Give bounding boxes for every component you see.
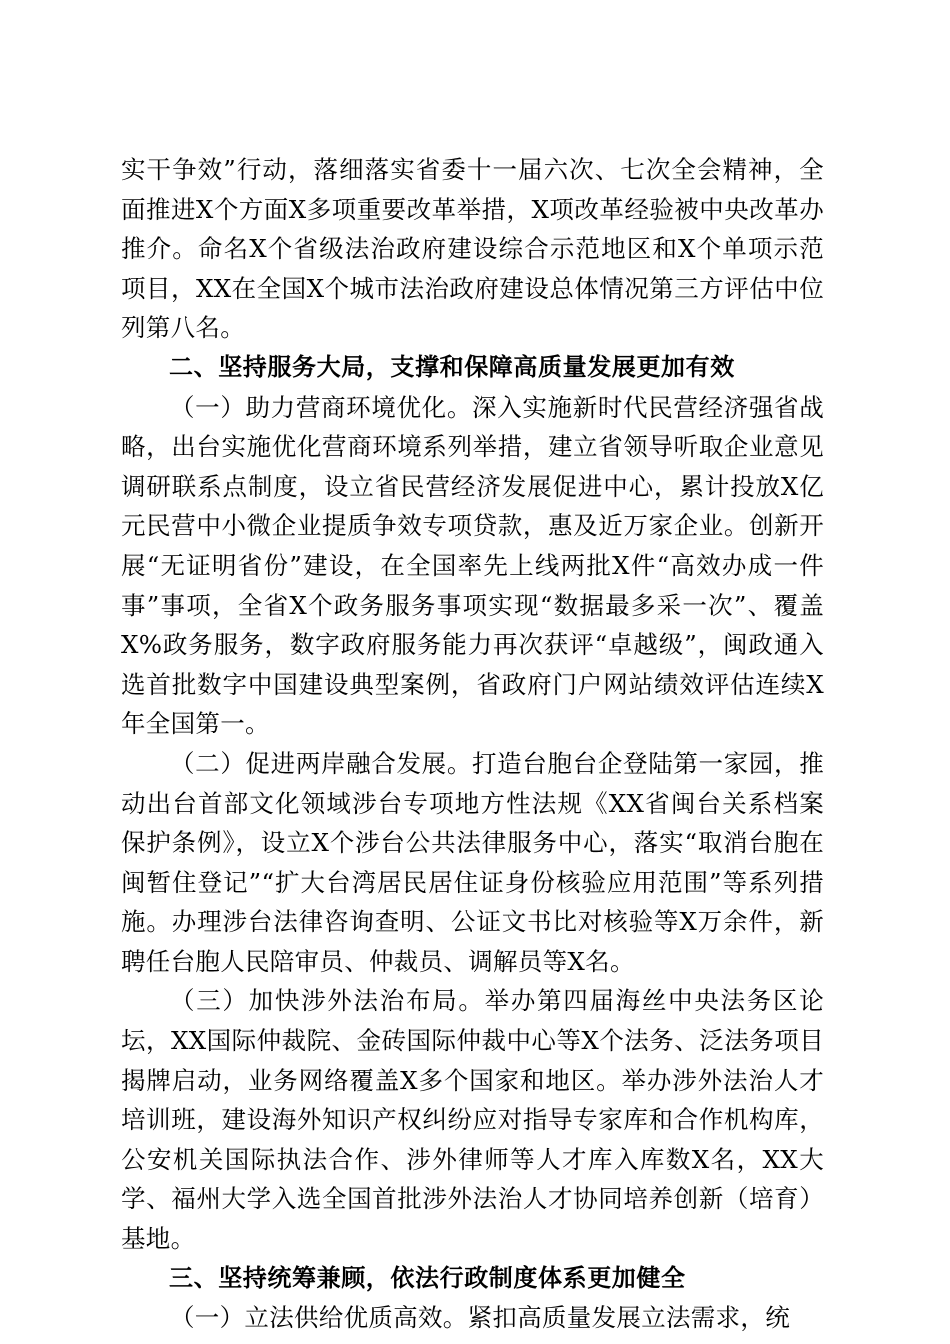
document-page [121, 150, 824, 1338]
paragraph-legislation: （一）立法供给优质高效。紧扣高质量发展立法需求，统 [170, 1303, 790, 1333]
paragraph-foreign-legal: （三）加快涉外法治布局。举办第四届海丝中央法务区论坛，XX国际仲裁院、金砖国际仲裁中心等X个法务、泛法务项目揭牌启动，业务网络覆盖X多个国家和地区。举办涉外法治人才培训班，建设海外知识产权纠纷应对指导专家库和合作机构库，公安机关国际执法合作、涉外律师等人才库入库数X名，XX大学、福州大学入选全国首批涉外法治人才协同培养创新（培育）基地。 [121, 986, 824, 1254]
paragraph-reform-results: 实干争效”行动，落细落实省委十一届六次、七次全会精神，全面推进X个方面X多项重要改革举措，X项改革经验被中央改革办推介。命名X个省级法治政府建设综合示范地区和X个单项示范项目，XX在全国X个城市法治政府建设总体情况第三方评估中位列第八名。 [121, 155, 824, 343]
section-heading-3: 三、坚持统筹兼顾，依法行政制度体系更加健全 [169, 1263, 686, 1292]
section-heading-2: 二、坚持服务大局，支撑和保障高质量发展更加有效 [169, 352, 735, 381]
paragraph-cross-strait: （二）促进两岸融合发展。打造台胞台企登陆第一家园，推动出台首部文化领域涉台专项地方性法规《XX省闽台关系档案保护条例》，设立X个涉台公共法律服务中心，落实“取消台胞在闽暂住登记”“扩大台湾居民居住证身份核验应用范围”等系列措施。办理涉台法律咨询查明、公证文书比对核验等X万余件，新聘任台胞人民陪审员、仲裁员、调解员等X名。 [121, 748, 824, 976]
paragraph-business-environment: （一）助力营商环境优化。深入实施新时代民营经济强省战略，出台实施优化营商环境系列举措，建立省领导听取企业意见调研联系点制度，设立省民营经济发展促进中心，累计投放X亿元民营中小微企业提质争效专项贷款，惠及近万家企业。创新开展“无证明省份”建设，在全国率先上线两批X件“高效办成一件事”事项，全省X个政务服务事项实现“数据最多采一次”、覆盖X%政务服务，数字政府服务能力再次获评“卓越级”，闽政通入选首批数字中国建设典型案例，省政府门户网站绩效评估连续X年全国第一。 [121, 392, 824, 739]
